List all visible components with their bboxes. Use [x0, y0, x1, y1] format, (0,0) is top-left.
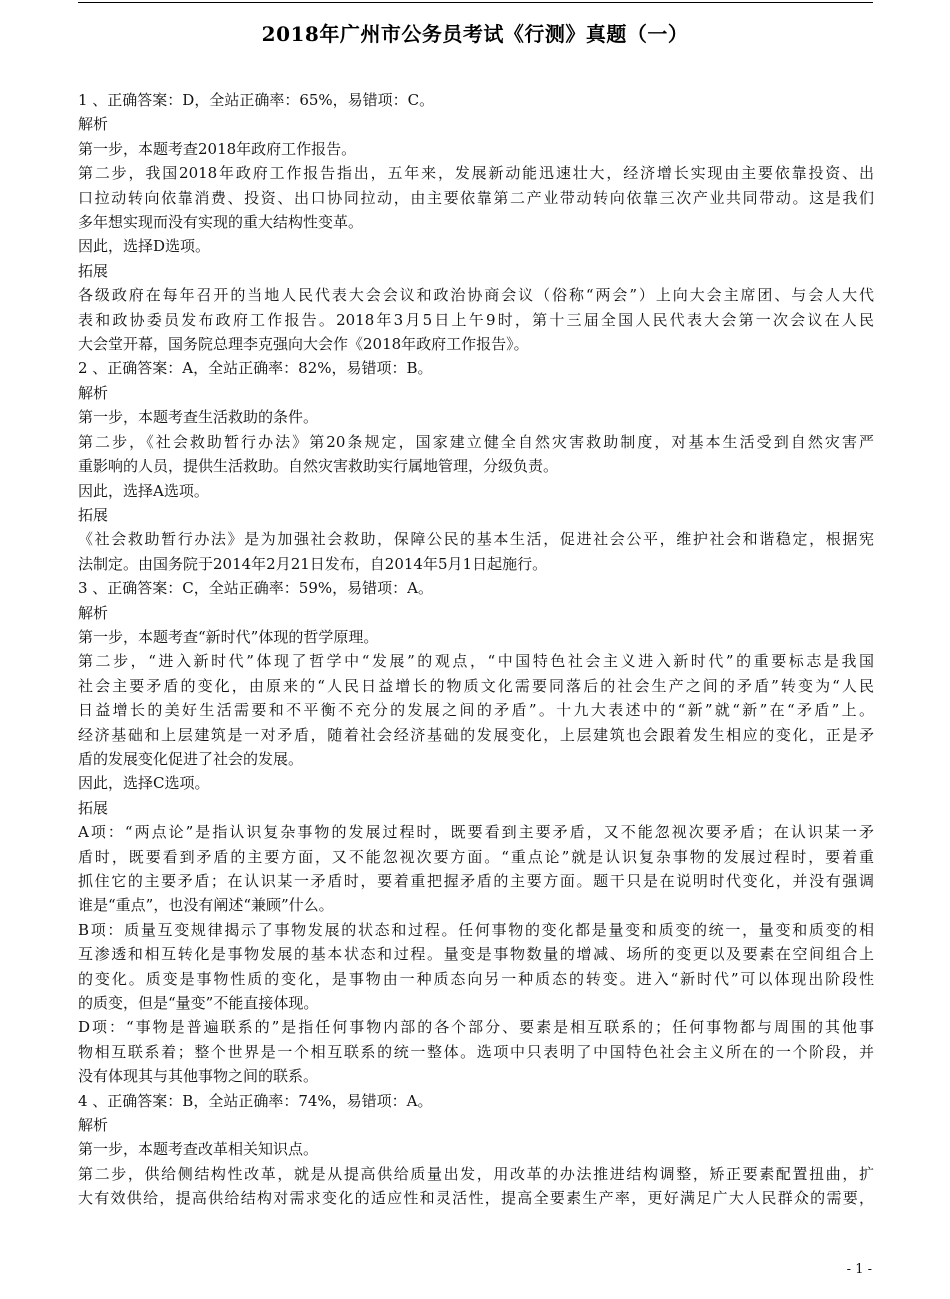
text-line: 各级政府在每年召开的当地人民代表大会会议和政治协商会议（俗称“两会”）上向大会主席团、与会人大代: [78, 286, 874, 305]
text-line: 盾的发展变化促进了社会的发展。: [78, 749, 304, 768]
text-line: 拓展: [78, 505, 109, 524]
text-line: 重影响的人员，提供生活救助。自然灾害救助实行属地管理，分级负责。: [78, 457, 559, 476]
text-line: 解析: [78, 115, 109, 134]
text-line: 解析: [78, 1116, 109, 1135]
text-line: 口拉动转向依靠消费、投资、出口协同拉动，由主要依靠第二产业带动转向依靠三次产业共同带动。这是我们: [78, 188, 874, 207]
text-line: 的变化。质变是事物性质的变化，是事物由一种质态向另一种质态的转变。进入“新时代”可以体现出阶段性: [78, 969, 874, 988]
top-rule: [78, 2, 873, 3]
text-line: 因此，选择C选项。: [78, 774, 210, 793]
text-line: 拓展: [78, 798, 109, 817]
text-line: 拓展: [78, 261, 109, 280]
text-line: 解析: [78, 383, 109, 402]
text-line: 法制定。由国务院于2014年2月21日发布，自2014年5月1日起施行。: [78, 554, 548, 573]
text-line: 第二步，“进入新时代”体现了哲学中“发展”的观点，“中国特色社会主义进入新时代”的重要标志是我国: [78, 652, 874, 671]
text-line: 因此，选择D选项。: [78, 237, 211, 256]
page-title: 2018年广州市公务员考试《行测》真题（一）: [261, 22, 689, 46]
text-line: 大有效供给，提高供给结构对需求变化的适应性和灵活性，提高全要素生产率，更好满足广大人民群众的需要，: [78, 1189, 874, 1208]
text-line: 物相互联系着；整个世界是一个相互联系的统一整体。选项中只表明了中国特色社会主义所在的一个阶段，并: [78, 1042, 874, 1061]
text-line: 3 、正确答案：C，全站正确率：59%，易错项：A。: [78, 579, 433, 598]
text-line: 谁是“重点”，也没有阐述“兼顾”什么。: [78, 896, 334, 915]
text-line: 4 、正确答案：B，全站正确率：74%，易错项：A。: [78, 1091, 433, 1110]
page-number: - 1 -: [846, 1262, 872, 1277]
text-line: A项：“两点论”是指认识复杂事物的发展过程时，既要看到主要矛盾，又不能忽视次要矛盾；在认识某一矛: [78, 823, 874, 842]
text-line: 大会堂开幕，国务院总理李克强向大会作《2018年政府工作报告》。: [78, 335, 529, 354]
text-line: B项：质量互变规律揭示了事物发展的状态和过程。任何事物的变化都是量变和质变的统一，量变和质变的相: [78, 920, 874, 939]
text-line: 解析: [78, 603, 109, 622]
text-line: 第二步，我国2018年政府工作报告指出，五年来，发展新动能迅速壮大，经济增长实现由主要依靠投资、出: [78, 164, 874, 183]
text-line: 《社会救助暂行办法》是为加强社会救助，保障公民的基本生活，促进社会公平，维护社会和谐稳定，根据宪: [78, 530, 874, 549]
text-line: 第二步，《社会救助暂行办法》第20条规定，国家建立健全自然灾害救助制度，对基本生活受到自然灾害严: [78, 432, 874, 451]
text-line: 第一步，本题考查2018年政府工作报告。: [78, 139, 357, 158]
text-line: 互渗透和相互转化是事物发展的基本状态和过程。量变是事物数量的增减、场所的变更以及要素在空间组合上: [78, 945, 874, 964]
text-line: 第一步，本题考查生活救助的条件。: [78, 408, 319, 427]
text-line: 没有体现其与其他事物之间的联系。: [78, 1067, 319, 1086]
text-line: 日益增长的美好生活需要和不平衡不充分的发展之间的矛盾”。十九大表述中的“新”就“新”在“矛盾”上。: [78, 701, 874, 720]
text-line: 第一步，本题考查“新时代”体现的哲学原理。: [78, 627, 379, 646]
text-line: 抓住它的主要矛盾；在认识某一矛盾时，要着重把握矛盾的主要方面。题干只是在说明时代变化，并没有强调: [78, 872, 874, 890]
text-line: 第一步，本题考查改革相关知识点。: [78, 1140, 319, 1159]
text-line: 盾时，既要看到矛盾的主要方面，又不能忽视次要方面。“重点论”就是认识复杂事物的发展过程时，要着重: [78, 847, 874, 866]
text-line: D项：“事物是普遍联系的”是指任何事物内部的各个部分、要素是相互联系的；任何事物都与周围的其他事: [78, 1018, 874, 1037]
text-line: 经济基础和上层建筑是一对矛盾，随着社会经济基础的发展变化，上层建筑也会跟着发生相应的变化，正是矛: [78, 725, 874, 744]
text-line: 多年想实现而没有实现的重大结构性变革。: [78, 213, 364, 232]
text-line: 表和政协委员发布政府工作报告。2018年3月5日上午9时，第十三届全国人民代表大会第一次会议在人民: [78, 310, 874, 329]
text-line: 1 、正确答案：D，全站正确率：65%，易错项：C。: [78, 91, 435, 109]
text-line: 社会主要矛盾的变化，由原来的“人民日益增长的物质文化需要同落后的社会生产之间的矛盾”转变为“人民: [78, 676, 874, 695]
text-line: 第二步，供给侧结构性改革，就是从提高供给质量出发，用改革的办法推进结构调整，矫正要素配置扭曲，扩: [78, 1164, 874, 1183]
document-body: [78, 88, 874, 1211]
text-line: 的质变，但是“量变”不能直接体现。: [78, 994, 319, 1013]
text-line: 因此，选择A选项。: [78, 481, 209, 500]
text-line: 2 、正确答案：A，全站正确率：82%，易错项：B。: [78, 359, 433, 378]
